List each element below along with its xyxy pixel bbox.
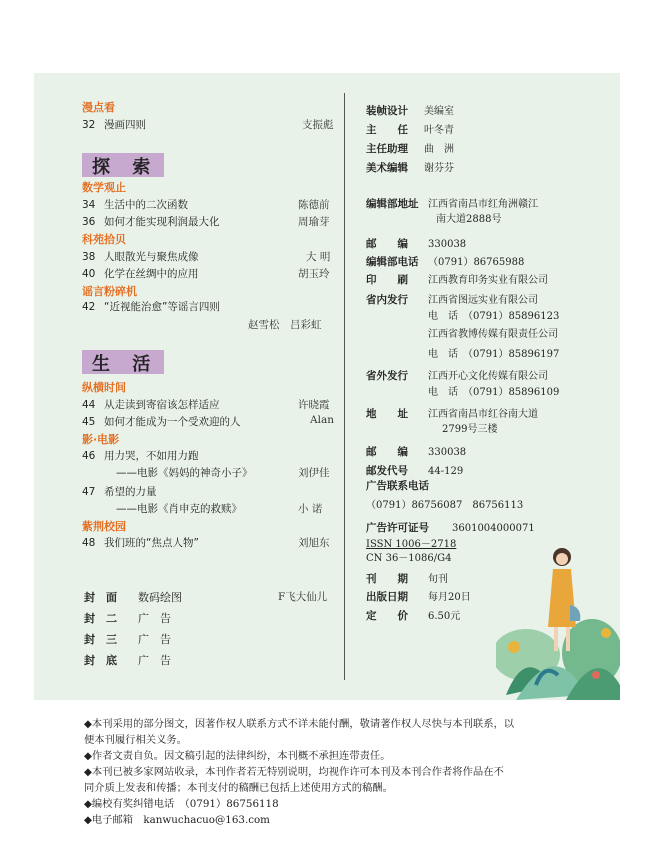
toc-author: 胡玉玲 (298, 268, 330, 280)
masthead-row: 主任助理 曲 洲 (366, 143, 454, 155)
toc-subtitle: ——电影《妈妈的神奇小子》 (116, 467, 253, 479)
toc-entry[interactable]: 38 人眼散光与聚焦成像 (82, 251, 199, 263)
email-line: ◆电子邮箱 kanwuchacuo@163.com (84, 814, 270, 826)
toc-entry[interactable]: 47 希望的力量 (82, 486, 157, 498)
toc-entry[interactable]: 45 如何才能成为一个受欢迎的人 (82, 416, 241, 428)
toc-author: Alan (310, 414, 334, 426)
table-of-contents (34, 73, 344, 700)
note-line: 同介质上发表和传播；本刊支付的稿酬已包括上述使用方式的稿酬。 (84, 782, 393, 794)
girl-plants-illustration (496, 535, 620, 700)
masthead-row: 出版日期 每月20日 (366, 591, 471, 603)
cover-credit: 封 底 广 告 (84, 654, 171, 667)
cover-author: F飞大仙儿 (278, 591, 328, 603)
masthead-row: 省内发行 江西省图远实业有限公司 (366, 294, 538, 306)
cover-credit: 封 二 广 告 (84, 612, 171, 625)
column-divider (344, 93, 345, 680)
cover-credit: 封 面 数码绘图 (84, 591, 182, 604)
masthead-row: 邮 编 330038 (366, 238, 467, 250)
masthead-value: 2799号三楼 (442, 424, 498, 435)
masthead-value: 电 话 （0791）85896109 (428, 387, 560, 398)
notes (84, 716, 514, 828)
cn-number: CN 36－1086/G4 (366, 553, 452, 564)
toc-author: 刘旭东 (298, 537, 330, 549)
masthead-value: 南大道2888号 (436, 214, 502, 225)
masthead-value: 电 话 （0791）85896197 (428, 349, 560, 360)
toc-entry[interactable]: 36 如何才能实现利润最大化 (82, 216, 220, 228)
masthead-value: 江西省教博传媒有限责任公司 (428, 329, 558, 340)
section-header: 纵横时间 (82, 381, 126, 394)
masthead-row: 编辑部电话 （0791）86765988 (366, 256, 525, 268)
section-header: 紫荆校园 (82, 520, 126, 533)
masthead-row: 地 址 江西省南昌市红谷南大道 (366, 408, 538, 420)
masthead-row: 编辑部地址 江西省南昌市红角洲赣江 (366, 198, 538, 210)
section-header: 谣言粉碎机 (82, 285, 137, 298)
masthead-row: 省外发行 江西开心文化传媒有限公司 (366, 370, 548, 382)
masthead-row: 装帧设计 美编室 (366, 105, 454, 117)
category-title: 探 索 (92, 157, 159, 178)
note-line: ◆本刊采用的部分图文，因著作权人联系方式不详未能付酬，敬请著作权人尽快与本刊联系，以 (84, 718, 515, 730)
masthead-row: 美术编辑 谢芬芬 (366, 162, 454, 174)
toc-entry[interactable]: 34 生活中的二次函数 (82, 199, 188, 211)
issn: ISSN 1006－2718 (366, 539, 457, 550)
masthead-row: 邮 编 330038 (366, 446, 467, 458)
cover-credit: 封 三 广 告 (84, 633, 171, 646)
note-line: ◆本刊已被多家网站收录，本刊作者若无特别说明，均视作许可本刊及本刊合作者将作品在不 (84, 766, 504, 778)
contents-panel (34, 73, 620, 700)
section-header: 漫点看 (82, 101, 115, 114)
masthead-value: 电 话 （0791）85896123 (428, 311, 560, 322)
toc-author: 周瑜芽 (298, 216, 330, 228)
masthead-row: 刊 期 旬刊 (366, 573, 448, 585)
toc-author: 许晓霞 (298, 399, 330, 411)
toc-author: 小 诺 (298, 503, 323, 515)
toc-entry[interactable]: 42 “近视能治愈”等谣言四则 (82, 301, 220, 313)
toc-author: 刘伊佳 (298, 467, 330, 479)
toc-author: 陈德前 (298, 199, 330, 211)
masthead-row: 广告许可证号 3601004000071 (366, 522, 535, 534)
masthead-label: 广告联系电话 (366, 480, 429, 492)
toc-author: 赵雪松 吕彩虹 (248, 319, 322, 331)
category-title: 生 活 (92, 354, 159, 375)
note-line: ◆编校有奖纠错电话 （0791）86756118 (84, 798, 279, 810)
toc-author: 支振彪 (302, 119, 334, 131)
toc-subtitle: ——电影《肖申克的救赎》 (116, 503, 242, 515)
section-header: 影·电影 (82, 433, 120, 446)
masthead-row: 邮发代号 44-129 (366, 465, 464, 477)
section-header: 数学观止 (82, 181, 126, 194)
note-line: 便本刊履行相关义务。 (84, 734, 187, 746)
toc-author: 大 明 (306, 251, 331, 263)
masthead-row: 印 刷 江西教育印务实业有限公司 (366, 274, 548, 286)
toc-entry[interactable]: 46 用力哭，不如用力跑 (82, 450, 199, 462)
section-header: 科苑拾贝 (82, 233, 126, 246)
toc-entry[interactable]: 48 我们班的“焦点人物” (82, 537, 199, 549)
masthead-row: 主 任 叶冬青 (366, 124, 454, 136)
note-line: ◆作者文责自负。因文稿引起的法律纠纷，本刊概不承担连带责任。 (84, 750, 391, 762)
masthead-value: （0791）86756087 86756113 (366, 500, 524, 511)
toc-entry[interactable]: 32 漫画四则 (82, 119, 146, 131)
masthead-row: 定 价 6.50元 (366, 610, 461, 622)
toc-entry[interactable]: 44 从走读到寄宿该怎样适应 (82, 399, 220, 411)
toc-entry[interactable]: 40 化学在丝绸中的应用 (82, 268, 199, 280)
